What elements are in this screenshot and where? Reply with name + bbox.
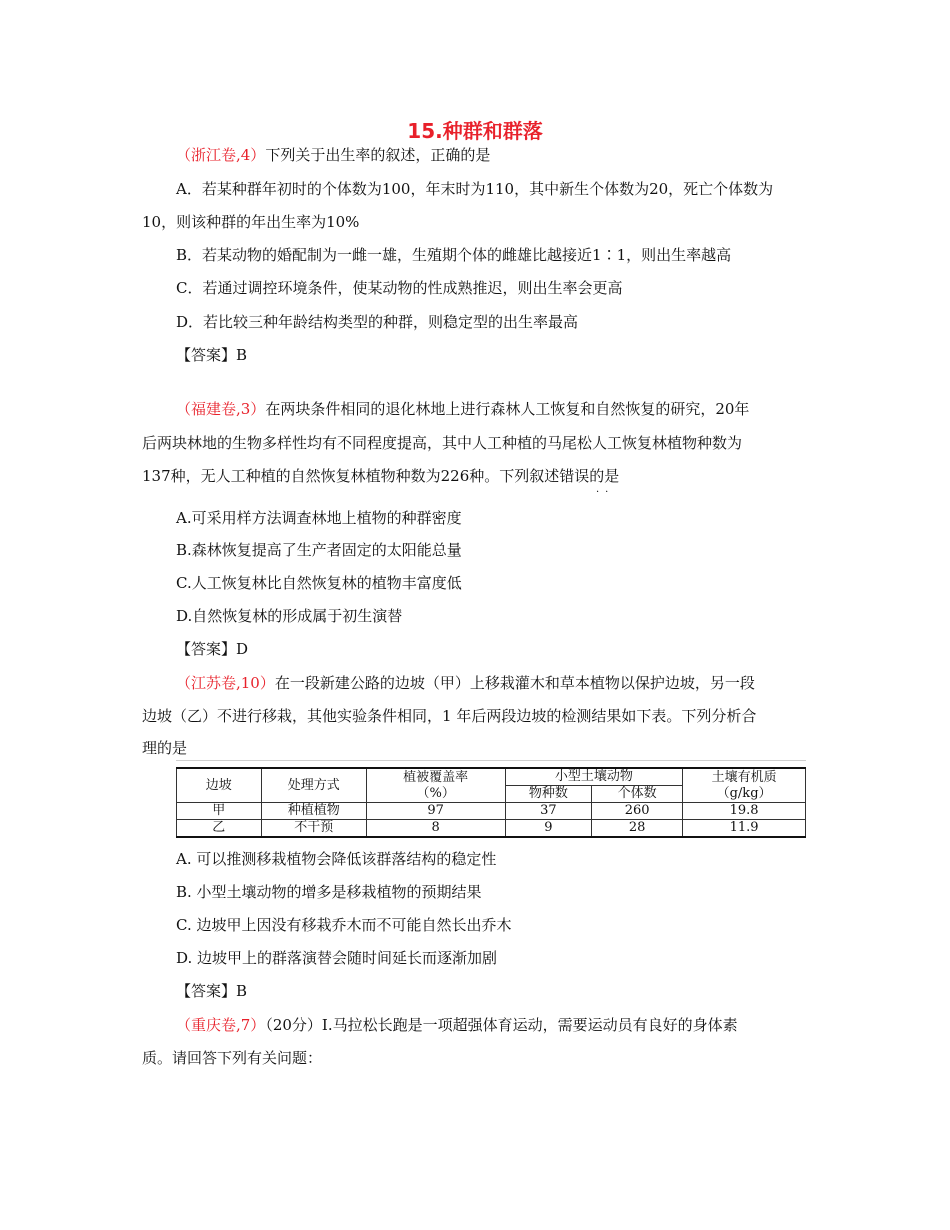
results-table xyxy=(176,767,806,838)
cell-slope: 甲 xyxy=(177,803,262,820)
header-individuals: 个体数 xyxy=(592,786,683,803)
cell-cover: 8 xyxy=(366,820,505,838)
q3-source: （江苏卷,10） xyxy=(176,674,275,692)
cell-individuals: 28 xyxy=(592,820,683,838)
q2-option-c: C.人工恢复林比自然恢复林的植物丰富度低 xyxy=(176,574,462,592)
q3-stem-line-2: 边坡（乙）不进行移栽，其他实验条件相同，1 年后两段边坡的检测结果如下表。下列分析合 xyxy=(142,707,757,725)
q2-stem-line-3: 137种，无人工种植的自然恢复林植物种数为226种。下列叙述错误的是 xyxy=(142,467,620,485)
cell-method: 不干预 xyxy=(261,820,366,838)
table-scan-line xyxy=(176,760,806,761)
cell-individuals: 260 xyxy=(592,803,683,820)
q2-answer: 【答案】D xyxy=(176,640,249,658)
q4-stem-line-2: 质。请回答下列有关问题： xyxy=(142,1049,323,1067)
cell-organic: 11.9 xyxy=(683,820,806,838)
table-row xyxy=(177,803,806,820)
page-title: 15.种群和群落 xyxy=(407,119,543,143)
q1-option-a: A．若某种群年初时的个体数为100，年末时为110，其中新生个体数为20，死亡个体数为 xyxy=(176,180,774,198)
cell-method: 种植植物 xyxy=(261,803,366,820)
q1-stem-line xyxy=(176,145,490,165)
cell-cover: 97 xyxy=(366,803,505,820)
table-header-row-1 xyxy=(177,768,806,786)
q2-stem-1: 在两块条件相同的退化林地上进行森林人工恢复和自然恢复的研究，20年 xyxy=(265,400,750,418)
q1-option-d: D．若比较三种年龄结构类型的种群，则稳定型的出生率最高 xyxy=(176,313,579,331)
cell-organic: 19.8 xyxy=(683,803,806,820)
q1-stem: 下列关于出生率的叙述，正确的是 xyxy=(265,146,491,164)
q3-stem-line-3: 理的是 xyxy=(142,739,188,757)
q3-option-d: D. 边坡甲上的群落演替会随时间延长而逐渐加剧 xyxy=(176,949,498,967)
q1-option-c: C．若通过调控环境条件，使某动物的性成熟推迟，则出生率会更高 xyxy=(176,279,623,297)
q4-stem-1: （20分）I.马拉松长跑是一项超强体育运动，需要运动员有良好的身体素 xyxy=(265,1016,738,1034)
q1-option-b: B．若某动物的婚配制为一雌一雄，生殖期个体的雌雄比越接近1∶1，则出生率越高 xyxy=(176,246,732,264)
q3-stem-1: 在一段新建公路的边坡（甲）上移栽灌木和草本植物以保护边坡，另一段 xyxy=(274,674,755,692)
cell-slope: 乙 xyxy=(177,820,262,838)
header-slope: 边坡 xyxy=(177,768,262,803)
q3-option-c: C. 边坡甲上因没有移栽乔木而不可能自然长出乔木 xyxy=(176,916,512,934)
header-method: 处理方式 xyxy=(261,768,366,803)
q2-option-d: D.自然恢复林的形成属于初生演替 xyxy=(176,607,403,625)
q2-stem-line-2: 后两块林地的生物多样性均有不同程度提高，其中人工种植的马尾松人工恢复林植物种数为 xyxy=(142,434,743,452)
q3-stem-line-1 xyxy=(176,673,755,693)
header-animals: 小型土壤动物 xyxy=(505,768,683,786)
q4-stem-line-1 xyxy=(176,1015,738,1035)
q4-source: （重庆卷,7） xyxy=(176,1016,266,1034)
q3-answer: 【答案】B xyxy=(176,982,248,1000)
q1-source: （浙江卷,4） xyxy=(176,146,266,164)
table-row xyxy=(177,820,806,838)
q2-option-b: B.森林恢复提高了生产者固定的太阳能总量 xyxy=(176,541,462,559)
header-cover: 植被覆盖率 （%） xyxy=(366,768,505,803)
cell-species: 37 xyxy=(505,803,592,820)
q3-option-b: B. 小型土壤动物的增多是移栽植物的预期结果 xyxy=(176,883,482,901)
q2-source: （福建卷,3） xyxy=(176,400,266,418)
q2-stem-line-1 xyxy=(176,399,749,419)
cell-species: 9 xyxy=(505,820,592,838)
q2-option-a: A.可采用样方法调查林地上植物的种群密度 xyxy=(176,509,462,527)
q1-answer: 【答案】B xyxy=(176,346,248,364)
emphasis-dots: ·· xyxy=(596,487,615,498)
q1-option-a-cont: 10，则该种群的年出生率为10% xyxy=(142,213,360,231)
header-species: 物种数 xyxy=(505,786,592,803)
q3-option-a: A. 可以推测移栽植物会降低该群落结构的稳定性 xyxy=(176,850,497,868)
header-organic: 土壤有机质 （g/kg） xyxy=(683,768,806,803)
